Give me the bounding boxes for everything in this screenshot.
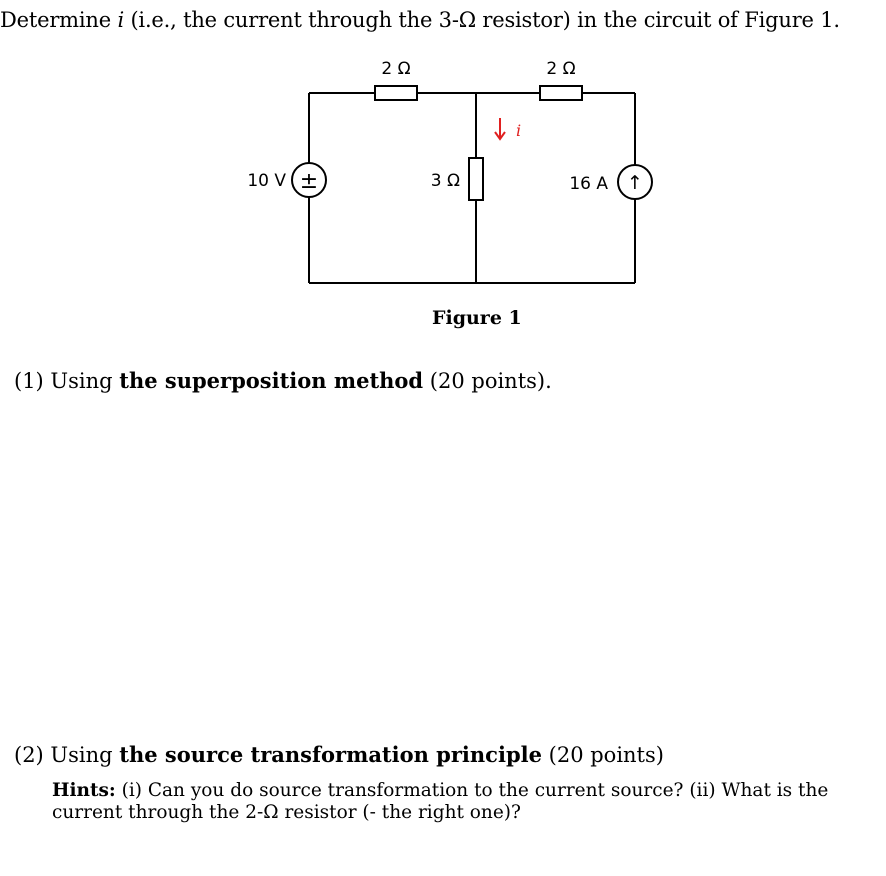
part-1-question bbox=[14, 368, 552, 393]
voltage-source-label: 10 V bbox=[247, 171, 286, 191]
resistor-right-2ohm bbox=[540, 86, 582, 100]
part-1-method: the superposition method bbox=[119, 368, 424, 393]
current-source-label: 16 A bbox=[569, 174, 608, 194]
figure-caption: Figure 1 bbox=[432, 307, 522, 329]
resistor-middle-3ohm bbox=[469, 158, 483, 200]
resistor-middle-label: 3 Ω bbox=[430, 171, 460, 191]
part-1-prefix: (1) Using bbox=[14, 369, 120, 393]
resistor-right-label: 2 Ω bbox=[546, 59, 576, 79]
hints-label: Hints: bbox=[52, 780, 116, 801]
current-label-i: i bbox=[516, 121, 522, 140]
resistor-left-label: 2 Ω bbox=[381, 59, 411, 79]
hints-paragraph bbox=[52, 780, 872, 824]
circuit-diagram bbox=[0, 0, 886, 340]
part-2-points: (20 points) bbox=[541, 743, 664, 767]
voltage-polarity-symbol: ± bbox=[299, 169, 319, 194]
part-1-points: (20 points). bbox=[423, 369, 552, 393]
prompt-variable: i bbox=[117, 8, 124, 32]
part-2-question bbox=[14, 742, 664, 767]
part-2-prefix: (2) Using bbox=[14, 743, 120, 767]
prompt-text-start: Determine bbox=[0, 8, 118, 32]
hints-text: (i) Can you do source transformation to the current source? (ii) What is the current through the 2-Ω resistor (- the right one)? bbox=[52, 780, 829, 823]
current-source-arrow-icon: ↑ bbox=[627, 172, 643, 194]
prompt-text-end: (i.e., the current through the 3-Ω resistor) in the circuit of Figure 1. bbox=[123, 8, 840, 32]
resistor-left-2ohm bbox=[375, 86, 417, 100]
part-2-method: the source transformation principle bbox=[119, 742, 542, 767]
